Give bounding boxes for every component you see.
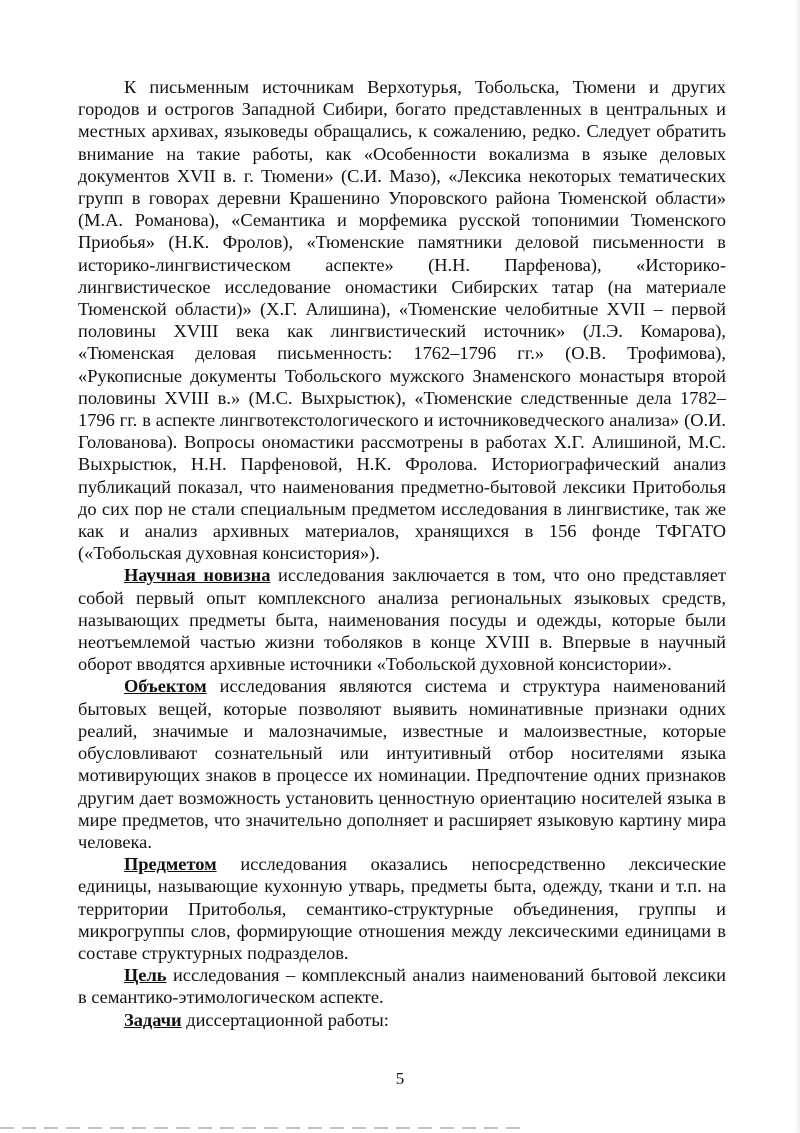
paragraph-novelty <box>78 564 726 675</box>
scan-edge <box>794 0 800 1133</box>
term-novelty: Научная новизна <box>124 565 271 586</box>
paragraph-object <box>78 675 726 853</box>
object-text: исследования являются система и структура наименований бытовых вещей, которые позволяют выявить номинативные признаки одних реалий, значимые и малозначимые, известные и малоизвестные, которые обусловливают сознательный или интуитивный отбор носителями языка мотивирующих знаков в процессе их номинации. Предпочтение одних признаков другим дает возможность установить ценностную ориентацию носителей языка в мире предметов, что значительно дополняет и расширяет языковую картину мира человека. <box>78 676 726 852</box>
subject-text: исследования оказались непосредственно лексические единицы, называющие кухонную утварь, предметы быта, одежду, ткани и т.п. на территории Притоболья, семантико-структурные объединения, группы и микрогруппы слов, формирующие отношения между лексическими единицами в составе структурных подразделов. <box>78 854 726 963</box>
term-object: Объектом <box>124 676 207 697</box>
page-number: 5 <box>395 1069 405 1088</box>
paragraph-literature-review: К письменным источникам Верхотурья, Тобольска, Тюмени и других городов и острогов Западной Сибири, богато представленных в центральных и местных архивах, языковеды обращались, к сожалению, редко. Следует обратить внимание на такие работы, как «Особенности вокализма в языке деловых документов XVII в. г. Тюмени» (С.И. Мазо), «Лексика некоторых тематических групп в говорах деревни Крашенино Упоровского района Тюменской области» (М.А. Романова), «Семантика и морфемика русской топонимии Тюменского Приобья» (Н.К. Фролов), «Тюменские памятники деловой письменности в историко-лингвистическом аспекте» (Н.Н. Парфенова), «Историко-лингвистическое исследование ономастики Сибирских татар (на материале Тюменской области)» (Х.Г. Алишина), «Тюменские челобитные XVII – первой половины XVIII века как лингвистический источник» (Л.Э. Комарова), «Тюменская деловая письменность: 1762–1796 гг.» (О.В. Трофимова), «Рукописные документы Тобольского мужского Знаменского монастыря второй половины XVIII в.» (М.С. Выхрыстюк), «Тюменские следственные дела 1782–1796 гг. в аспекте лингвотекстологического и источниковедческого анализа» (О.И. Голованова). Вопросы ономастики рассмотрены в работах Х.Г. Алишиной, М.С. Выхрыстюк, Н.Н. Парфеновой, Н.К. Фролова. Историографический анализ публикаций показал, что наименования предметно-бытовой лексики Притоболья до сих пор не стали специальным предметом исследования в лингвистике, так же как и анализ архивных материалов, хранящихся в 156 фонде ТФГАТО («Тобольская духовная консистория»). <box>78 77 726 564</box>
term-goal: Цель <box>124 965 167 986</box>
scan-artifact <box>0 1127 520 1129</box>
term-subject: Предметом <box>124 854 217 875</box>
paragraph-tasks <box>78 1009 726 1031</box>
term-tasks: Задачи <box>124 1009 182 1030</box>
novelty-text: исследования заключается в том, что оно представляет собой первый опыт комплексного анализа региональных языковых средств, называющих предметы быта, наименования посуды и одежды, которые были неотъемлемой частью жизни тоболяков в конце XVIII в. Впервые в научный оборот вводятся архивные источники «Тобольской духовной консистории». <box>78 565 726 675</box>
body-text <box>78 76 726 1031</box>
paragraph-goal <box>78 964 726 1008</box>
goal-text: исследования – комплексный анализ наименований бытовой лексики в семантико-этимологическом аспекте. <box>78 965 726 1008</box>
paragraph-subject <box>78 853 726 964</box>
tasks-text: диссертационной работы: <box>181 1009 389 1030</box>
